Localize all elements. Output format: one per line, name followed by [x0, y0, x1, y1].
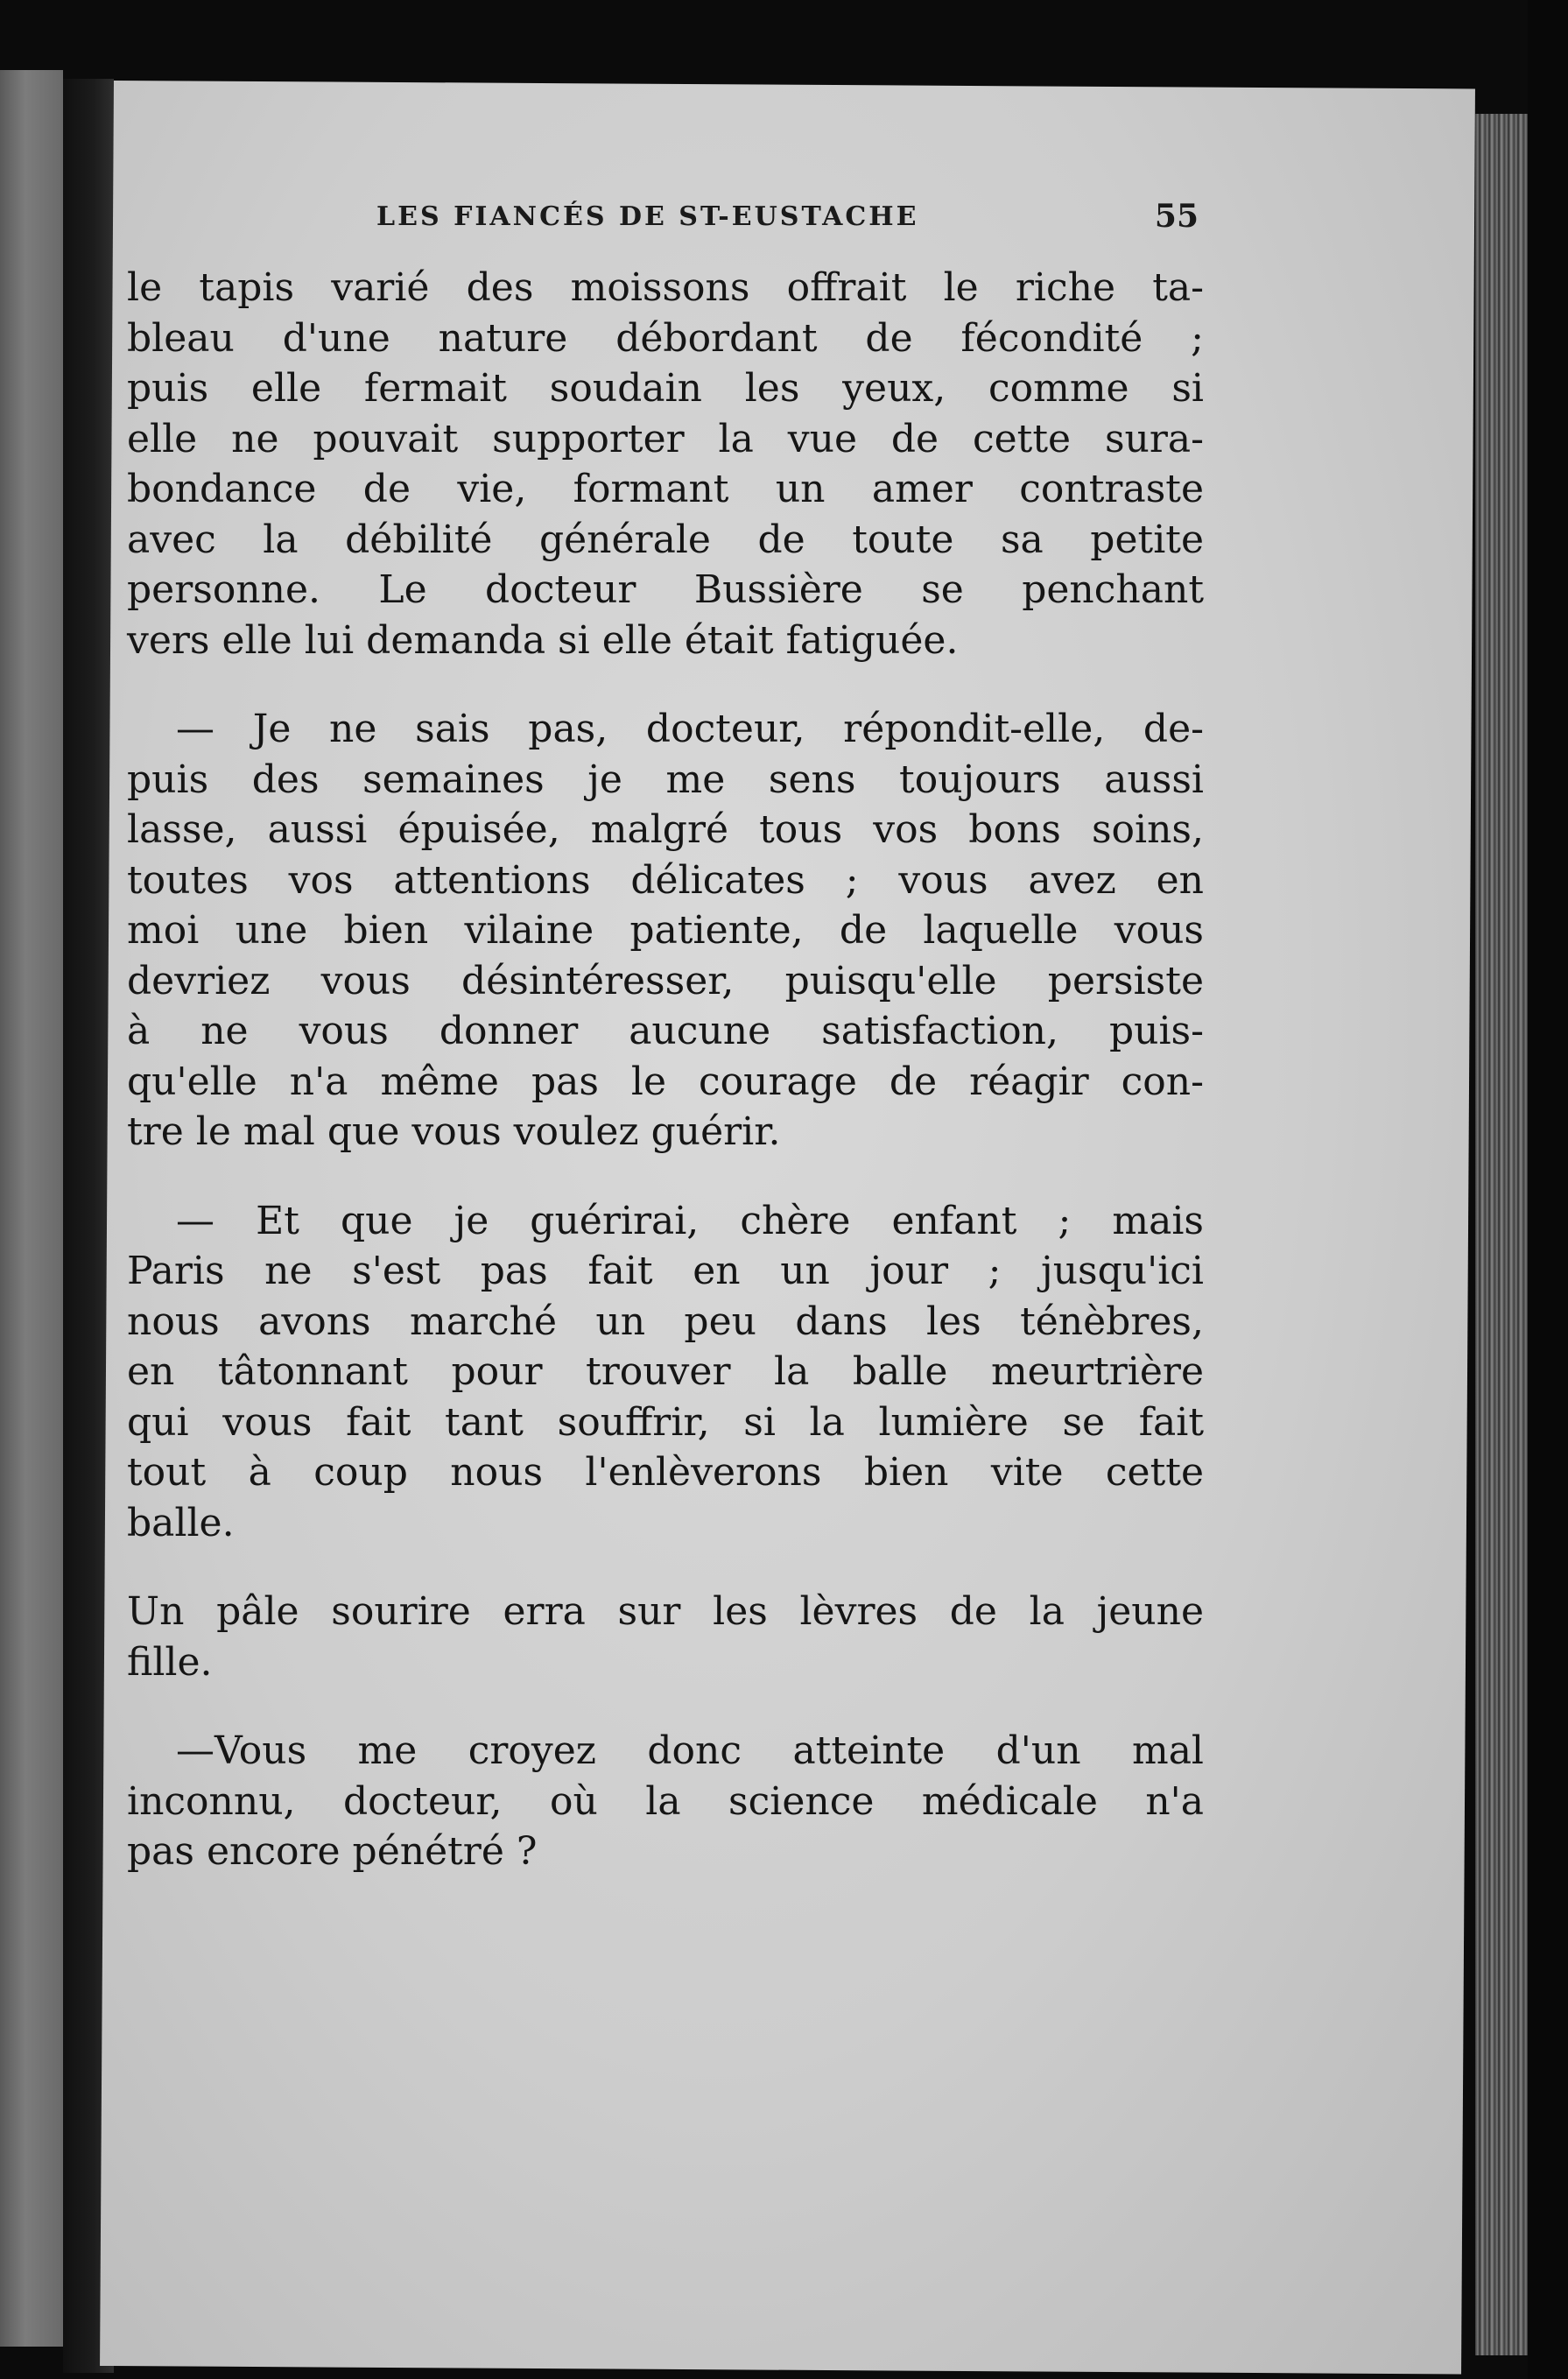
page-number: 55 — [1154, 198, 1199, 235]
text-line: lasse, aussi épuisée, malgré tous vos bons soins, — [127, 807, 1204, 852]
previous-page-edge — [0, 70, 63, 2347]
text-line: personne. Le docteur Bussière se penchant — [127, 567, 1204, 612]
text-line: qu'elle n'a même pas le courage de réagir con- — [127, 1059, 1204, 1104]
text-line: devriez vous désintéresser, puisqu'elle persiste — [127, 958, 1204, 1003]
text-line: tout à coup nous l'enlèverons bien vite cette — [127, 1450, 1204, 1495]
text-line: avec la débilité générale de toute sa petite — [127, 517, 1204, 562]
text-line: vers elle lui demanda si elle était fatiguée. — [127, 617, 959, 663]
running-title: LES FIANCÉS DE ST-EUSTACHE — [376, 201, 919, 232]
text-line: qui vous fait tant souffrir, si la lumière se fait — [127, 1399, 1204, 1445]
text-line: Paris ne s'est pas fait en un jour ; jusqu'ici — [127, 1249, 1204, 1293]
text-line: pas encore pénétré ? — [127, 1829, 538, 1874]
paragraph — [127, 704, 1204, 1158]
text-line: à ne vous donner aucune satisfaction, puis- — [127, 1009, 1204, 1053]
text-line: —Vous me croyez donc atteinte d'un mal — [176, 1728, 1204, 1773]
scan-border — [1528, 0, 1568, 2379]
text-line: elle ne pouvait supporter la vue de cette sura- — [127, 416, 1204, 461]
text-line: le tapis varié des moissons offrait le riche ta- — [127, 265, 1204, 310]
text-line: — Je ne sais pas, docteur, répondit-elle, de- — [176, 707, 1204, 751]
text-line: puis des semaines je me sens toujours aussi — [127, 757, 1204, 802]
text-line: nous avons marché un peu dans les ténèbres, — [127, 1299, 1204, 1344]
text-line: puis elle fermait soudain les yeux, comme si — [127, 366, 1204, 411]
page-text — [127, 198, 1204, 1877]
text-line: — Et que je guérirai, chère enfant ; mais — [176, 1198, 1204, 1243]
text-line: fille. — [127, 1639, 213, 1685]
text-line: moi une bien vilaine patiente, de laquelle vous — [127, 908, 1204, 953]
text-line: bleau d'une nature débordant de fécondité ; — [127, 315, 1204, 361]
text-line: bondance de vie, formant un amer contraste — [127, 467, 1204, 511]
paragraph — [127, 1587, 1204, 1687]
text-line: tre le mal que vous voulez guérir. — [127, 1109, 781, 1154]
paragraph — [127, 1196, 1204, 1549]
paragraph — [127, 1726, 1204, 1877]
text-line: Un pâle sourire erra sur les lèvres de la jeune — [127, 1589, 1204, 1634]
paragraph — [127, 263, 1204, 665]
text-line: en tâtonnant pour trouver la balle meurtrière — [127, 1349, 1204, 1394]
text-line: toutes vos attentions délicates ; vous avez en — [127, 857, 1204, 903]
text-line: balle. — [127, 1500, 235, 1545]
running-head — [127, 198, 1204, 254]
text-line: inconnu, docteur, où la science médicale n'a — [127, 1778, 1204, 1824]
page-stack-edges — [1475, 114, 1528, 2355]
